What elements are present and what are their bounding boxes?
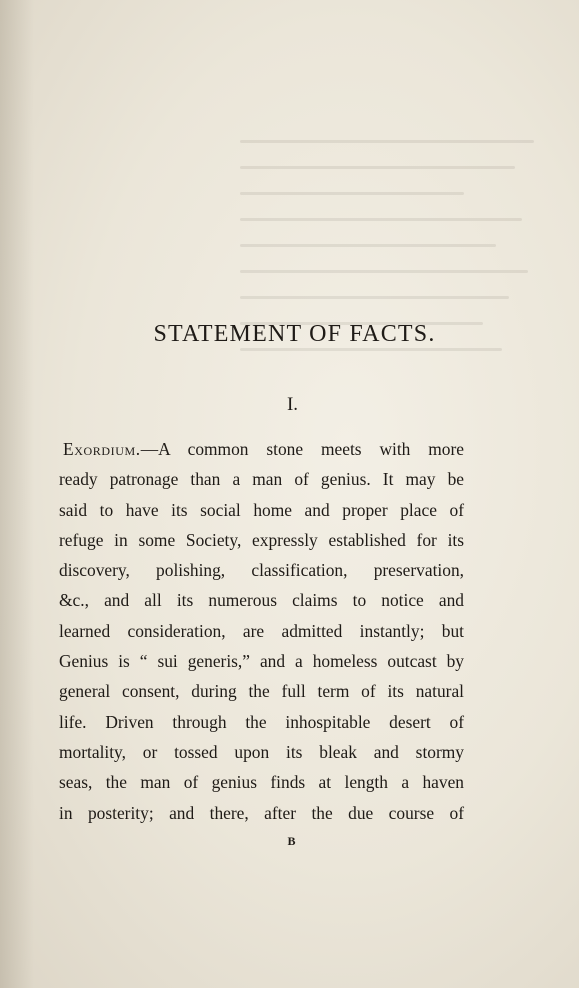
text-line xyxy=(59,434,464,464)
text-line: life. Driven through the inhospitable desert of xyxy=(59,711,464,732)
text-line: mortality, or tossed upon its bleak and stormy xyxy=(59,741,464,762)
text-line: refuge in some Society, expressly established for its xyxy=(59,529,464,550)
section-number: I. xyxy=(286,394,299,415)
text-line: Genius is “ sui generis,” and a homeless outcast by xyxy=(59,651,464,672)
body-paragraph xyxy=(59,434,464,828)
text-line: &c., and all its numerous claims to notice and xyxy=(59,590,464,611)
text-line-content: —A common stone meets with more xyxy=(140,439,464,459)
text-line: learned consideration, are admitted instantly; but xyxy=(59,620,464,641)
lead-in-word: Exordium. xyxy=(63,439,141,459)
text-line: seas, the man of genius finds at length a haven xyxy=(59,772,464,793)
text-line: in posterity; and there, after the due course of xyxy=(59,802,464,823)
page-title: STATEMENT OF FACTS. xyxy=(153,321,436,347)
text-line: said to have its social home and proper place of xyxy=(59,499,464,520)
text-line: general consent, during the full term of its natural xyxy=(59,681,464,702)
text-line: discovery, polishing, classification, preservation, xyxy=(59,560,464,581)
text-line: ready patronage than a man of genius. It may be xyxy=(59,469,464,490)
signature-mark: B xyxy=(287,834,296,848)
